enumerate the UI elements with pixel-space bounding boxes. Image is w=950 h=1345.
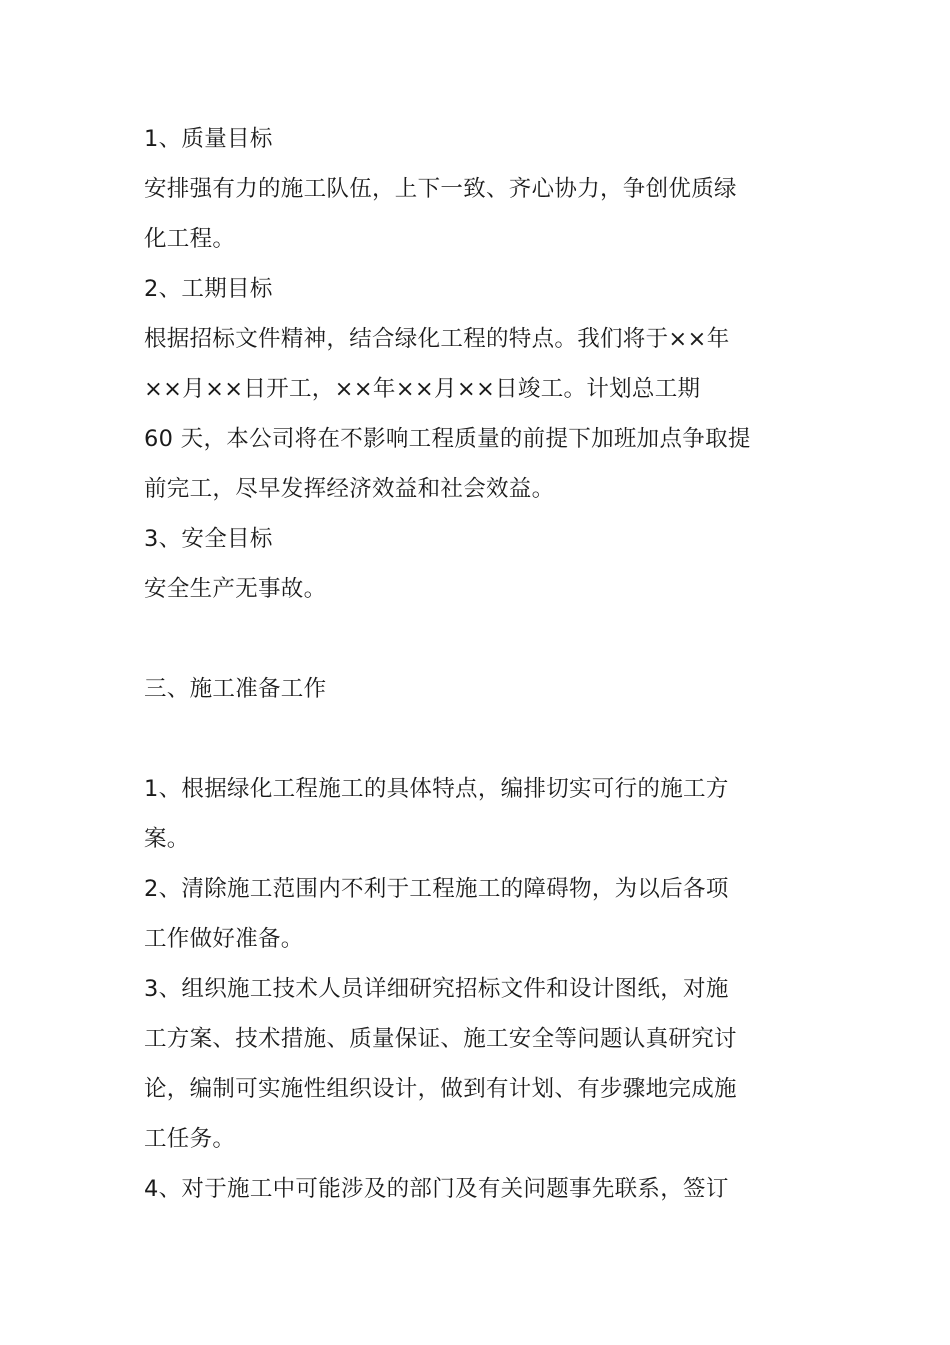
paragraph-line: 前完工，尽早发挥经济效益和社会效益。 bbox=[144, 476, 555, 502]
list-item-line: 案。 bbox=[144, 826, 190, 852]
paragraph-line: 60 天，本公司将在不影响工程质量的前提下加班加点争取提 bbox=[144, 426, 751, 452]
paragraph-line: 安排强有力的施工队伍，上下一致、齐心协力，争创优质绿 bbox=[144, 176, 737, 202]
paragraph-line: 根据招标文件精神，结合绿化工程的特点。我们将于××年 bbox=[144, 326, 730, 352]
list-item-line: 4、对于施工中可能涉及的部门及有关问题事先联系，签订 bbox=[144, 1176, 729, 1202]
list-item-line: 论，编制可实施性组织设计，做到有计划、有步骤地完成施 bbox=[144, 1076, 737, 1102]
list-item-line: 工方案、技术措施、质量保证、施工安全等问题认真研究讨 bbox=[144, 1026, 737, 1052]
paragraph-line: ××月××日开工，××年××月××日竣工。计划总工期 bbox=[144, 376, 701, 402]
heading-quality-target: 1、质量目标 bbox=[144, 126, 273, 152]
list-item-line: 工任务。 bbox=[144, 1126, 236, 1152]
heading-safety-target: 3、安全目标 bbox=[144, 526, 273, 552]
list-item-line: 2、清除施工范围内不利于工程施工的障碍物，为以后各项 bbox=[144, 876, 729, 902]
list-item-line: 3、组织施工技术人员详细研究招标文件和设计图纸，对施 bbox=[144, 976, 729, 1002]
paragraph-line: 化工程。 bbox=[144, 226, 236, 252]
heading-schedule-target: 2、工期目标 bbox=[144, 276, 273, 302]
section-heading-preparation: 三、施工准备工作 bbox=[144, 676, 327, 702]
paragraph-line: 安全生产无事故。 bbox=[144, 576, 327, 602]
list-item-line: 1、根据绿化工程施工的具体特点，编排切实可行的施工方 bbox=[144, 776, 729, 802]
list-item-line: 工作做好准备。 bbox=[144, 926, 304, 952]
